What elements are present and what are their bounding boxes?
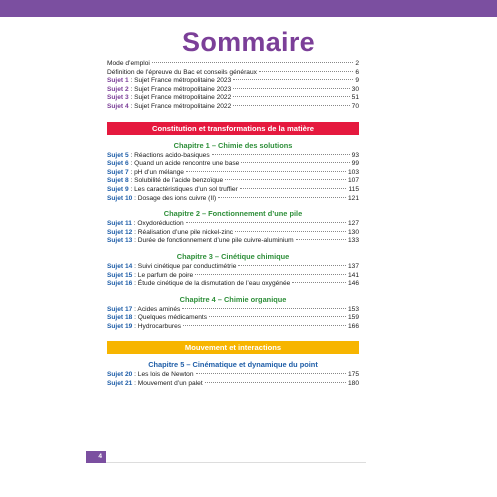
toc-page: 130 — [347, 228, 359, 236]
toc-page: 103 — [347, 168, 359, 176]
toc-row-sujet-12[interactable] — [107, 229, 359, 238]
top-color-band — [0, 0, 497, 17]
toc-prefix: Sujet 11 — [107, 220, 132, 228]
toc-page: 70 — [351, 102, 359, 110]
section-banner-mouvement: Mouvement et interactions — [107, 341, 359, 354]
dot-leader — [182, 308, 346, 309]
dot-leader — [186, 171, 346, 172]
toc-text: : Durée de fonctionnement d’une pile cuivre-aluminium — [132, 237, 294, 245]
toc-page: 133 — [347, 237, 359, 245]
toc-page: 93 — [351, 151, 359, 159]
toc-prefix: Sujet 15 — [107, 271, 133, 279]
toc-row-sujet-14[interactable] — [107, 263, 359, 272]
toc-text: : Quand un acide rencontre une base — [128, 160, 240, 168]
toc-page: 180 — [347, 380, 359, 388]
toc-page: 175 — [347, 371, 359, 379]
chapter-title-1: Chapitre 1 – Chimie des solutions — [173, 140, 293, 150]
toc-row-sujet-21[interactable] — [107, 380, 359, 389]
toc-row-sujet-6[interactable] — [107, 160, 359, 169]
toc-row-sujet-7[interactable] — [107, 169, 359, 178]
dot-leader — [183, 325, 346, 326]
chapter-3-list — [107, 263, 359, 289]
toc-text: : Réactions acido-basiques — [128, 151, 210, 159]
divider — [106, 462, 366, 463]
dot-leader — [225, 179, 346, 180]
toc-text: : pH d’un mélange — [128, 168, 184, 176]
page-number-badge: 4 — [86, 451, 106, 463]
toc-text: : Solubilité de l’acide benzoïque — [128, 177, 224, 185]
toc-prefix: Sujet 8 — [107, 177, 129, 185]
dot-leader — [292, 282, 346, 283]
toc-prefix: Sujet 13 — [107, 237, 133, 245]
toc-text: : Le parfum de poire — [132, 271, 194, 279]
toc-text: : Dosage des ions cuivre (II) — [132, 194, 217, 202]
toc-page: 99 — [351, 160, 359, 168]
toc-page: 107 — [347, 177, 359, 185]
toc-row-sujet-19[interactable] — [107, 323, 359, 332]
toc-page: 6 — [355, 68, 359, 76]
toc-text: : Oxydoréduction — [131, 220, 184, 228]
dot-leader — [205, 382, 346, 383]
toc-text: : Suivi cinétique par conductimétrie — [132, 262, 237, 270]
dot-leader — [296, 239, 346, 240]
toc-page: 146 — [347, 280, 359, 288]
toc-row-definition[interactable] — [107, 69, 359, 78]
dot-leader — [196, 373, 346, 374]
toc-text: : Acides aminés — [132, 305, 181, 313]
toc-text: : Sujet France métropolitaine 2023 — [128, 85, 232, 93]
toc-page: 141 — [347, 271, 359, 279]
toc-row-sujet-16[interactable] — [107, 280, 359, 289]
toc-prefix: Sujet 19 — [107, 322, 133, 330]
section-banner-matiere: Constitution et transformations de la matière — [107, 122, 359, 135]
toc-row-sujet-18[interactable] — [107, 314, 359, 323]
toc-text: : Les lois de Newton — [132, 371, 194, 379]
dot-leader — [195, 274, 346, 275]
toc-prefix: Sujet 18 — [107, 314, 133, 322]
toc-page: 115 — [348, 185, 359, 193]
dot-leader — [259, 71, 353, 72]
toc-prefix: Sujet 7 — [107, 168, 129, 176]
toc-page: 159 — [347, 314, 359, 322]
dot-leader — [186, 222, 346, 223]
toc-prefix: Sujet 4 — [107, 102, 129, 110]
toc-text: : Les caractéristiques d’un sol truffier — [128, 185, 238, 193]
toc-text: : Réalisation d’une pile nickel-zinc — [132, 228, 234, 236]
dot-leader — [240, 188, 347, 189]
toc-row-sujet-13[interactable] — [107, 237, 359, 246]
toc-row-sujet-4[interactable] — [107, 103, 359, 112]
toc-text: : Hydrocarbures — [132, 322, 182, 330]
chapter-5-list — [107, 371, 359, 388]
toc-text: : Sujet France métropolitaine 2022 — [128, 94, 232, 102]
toc-prefix: Sujet 14 — [107, 262, 133, 270]
toc-prefix: Sujet 12 — [107, 228, 133, 236]
toc-page: 153 — [347, 305, 359, 313]
chapter-title-4: Chapitre 4 – Chimie organique — [179, 294, 287, 304]
toc-text: : Étude cinétique de la dismutation de l’eau oxygénée — [132, 280, 291, 288]
dot-leader — [212, 154, 350, 155]
dot-leader — [235, 231, 346, 232]
intro-list — [107, 60, 359, 112]
dot-leader — [233, 88, 349, 89]
chapter-title-3: Chapitre 3 – Cinétique chimique — [176, 251, 290, 261]
toc-prefix: Sujet 16 — [107, 280, 133, 288]
toc-row-mode-emploi[interactable] — [107, 60, 359, 69]
toc-page: 51 — [351, 94, 359, 102]
dot-leader — [233, 96, 349, 97]
table-of-contents — [107, 60, 359, 389]
dot-leader — [238, 265, 346, 266]
chapter-title-2: Chapitre 2 – Fonctionnement d’une pile — [163, 209, 303, 219]
toc-prefix: Sujet 2 — [107, 85, 129, 93]
dot-leader — [218, 197, 346, 198]
toc-page: 30 — [351, 85, 359, 93]
chapter-4-list — [107, 306, 359, 332]
toc-row-sujet-15[interactable] — [107, 272, 359, 281]
toc-prefix: Sujet 21 — [107, 380, 133, 388]
toc-row-sujet-11[interactable] — [107, 220, 359, 229]
toc-text: Définition de l’épreuve du Bac et conseils généraux — [107, 68, 257, 76]
toc-prefix: Sujet 9 — [107, 185, 129, 193]
page-title: Sommaire — [182, 27, 315, 57]
toc-row-sujet-1[interactable] — [107, 77, 359, 86]
toc-page: 127 — [347, 220, 359, 228]
toc-text: Mode d’emploi — [107, 60, 150, 67]
toc-row-sujet-9[interactable] — [107, 186, 359, 195]
toc-prefix: Sujet 1 — [107, 77, 129, 85]
dot-leader — [233, 79, 353, 80]
toc-row-sujet-2[interactable] — [107, 86, 359, 95]
toc-page: 2 — [355, 60, 359, 67]
toc-prefix: Sujet 17 — [107, 305, 133, 313]
toc-text: : Sujet France métropolitaine 2022 — [128, 102, 232, 110]
toc-page: 137 — [347, 262, 359, 270]
toc-prefix: Sujet 3 — [107, 94, 129, 102]
toc-page: 121 — [347, 194, 359, 202]
toc-page: 166 — [347, 322, 359, 330]
dot-leader — [209, 316, 346, 317]
toc-row-sujet-20[interactable] — [107, 371, 359, 380]
toc-page: 9 — [355, 77, 359, 85]
toc-text: : Sujet France métropolitaine 2023 — [128, 77, 232, 85]
toc-prefix: Sujet 6 — [107, 160, 129, 168]
toc-prefix: Sujet 10 — [107, 194, 133, 202]
dot-leader — [241, 162, 349, 163]
toc-row-sujet-8[interactable] — [107, 177, 359, 186]
toc-row-sujet-3[interactable] — [107, 94, 359, 103]
toc-row-sujet-17[interactable] — [107, 306, 359, 315]
chapter-title-5: Chapitre 5 – Cinématique et dynamique du point — [148, 360, 318, 370]
toc-row-sujet-10[interactable] — [107, 195, 359, 204]
chapter-2-list — [107, 220, 359, 246]
toc-prefix: Sujet 20 — [107, 371, 133, 379]
toc-row-sujet-5[interactable] — [107, 152, 359, 161]
toc-prefix: Sujet 5 — [107, 151, 129, 159]
dot-leader — [233, 105, 349, 106]
toc-text: : Quelques médicaments — [132, 314, 208, 322]
dot-leader — [152, 62, 353, 63]
toc-text: : Mouvement d’un palet — [132, 380, 203, 388]
chapter-1-list — [107, 152, 359, 204]
